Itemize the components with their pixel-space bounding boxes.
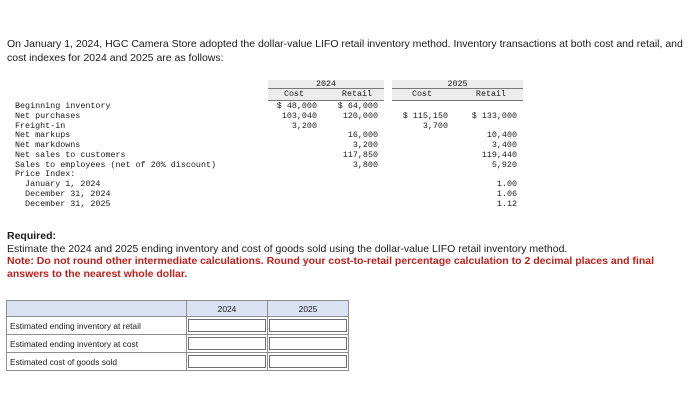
answer-row-label: Estimated ending inventory at cost bbox=[7, 335, 187, 353]
cost-2024-cell: 3,200 bbox=[291, 120, 317, 131]
retail-2024-cell: 120,000 bbox=[342, 110, 378, 121]
year-2025-label: 2025 bbox=[447, 79, 468, 89]
required-section bbox=[7, 230, 693, 280]
cost-2024-cell: $ 48,000 bbox=[276, 101, 317, 111]
row-label: Sales to employees (net of 20% discount) bbox=[15, 159, 217, 170]
row-label: Freight-in bbox=[15, 120, 66, 131]
retail-2025-cell: 10,400 bbox=[486, 130, 517, 141]
table-row bbox=[7, 335, 349, 353]
retail-2025-cell: $ 133,000 bbox=[471, 110, 517, 121]
row-label: Beginning inventory bbox=[15, 101, 111, 111]
retail-2024-cell: 3,800 bbox=[352, 159, 378, 170]
table-row bbox=[7, 317, 349, 335]
cost-2025-cell: 3,700 bbox=[422, 120, 448, 131]
year-2024-label: 2024 bbox=[315, 79, 337, 89]
ending-inventory-cost-2025-input[interactable] bbox=[269, 337, 347, 350]
retail-2024-cell: 3,200 bbox=[352, 140, 378, 150]
retail-2025-cell: 1.00 bbox=[496, 179, 517, 189]
required-text: Estimate the 2024 and 2025 ending inventory and cost of goods sold using the dollar-value LIFO retail inventory method. bbox=[7, 242, 568, 255]
answer-row-label: Estimated ending inventory at retail bbox=[7, 317, 187, 335]
cost-2025-cell: $ 115,150 bbox=[402, 110, 448, 121]
retail-2025-cell: 5,920 bbox=[491, 159, 517, 170]
header-bottom-2025 bbox=[392, 100, 523, 101]
ending-inventory-cost-2024-input[interactable] bbox=[188, 337, 266, 350]
answer-header-2024: 2024 bbox=[187, 301, 268, 317]
retail-2024-header: Retail bbox=[341, 89, 373, 99]
required-heading: Required: bbox=[7, 230, 57, 242]
table-row bbox=[7, 353, 349, 371]
retail-2025-cell: 1.12 bbox=[496, 198, 517, 209]
row-label: Price Index: bbox=[15, 169, 76, 180]
retail-2025-header: Retail bbox=[475, 89, 507, 99]
retail-2025-cell: 119,440 bbox=[481, 149, 517, 160]
retail-2024-cell: 117,850 bbox=[342, 149, 378, 160]
row-label: January 1, 2024 bbox=[15, 179, 101, 189]
row-label: Net purchases bbox=[15, 110, 81, 121]
cost-2025-header: Cost bbox=[411, 89, 433, 99]
cost-2024-cell: 103,040 bbox=[281, 110, 317, 121]
answer-header-blank bbox=[7, 301, 187, 317]
retail-2024-cell: 16,000 bbox=[347, 130, 378, 141]
answer-header-2025: 2025 bbox=[268, 301, 349, 317]
cost-of-goods-sold-2025-input[interactable] bbox=[269, 355, 347, 368]
rounding-note: Note: Do not round other intermediate calculations. Round your cost-to-retail percentage calculation to 2 decimal places and final answers to the nearest whole dollar. bbox=[7, 255, 655, 280]
row-label: December 31, 2024 bbox=[15, 188, 111, 199]
row-label: Net sales to customers bbox=[15, 149, 126, 160]
cost-of-goods-sold-2024-input[interactable] bbox=[188, 355, 266, 368]
retail-2025-cell: 1.06 bbox=[496, 188, 517, 199]
problem-intro: On January 1, 2024, HGC Camera Store adopted the dollar-value LIFO retail inventory method. Inventory transactions at both cost and retail, and cost indexes for 2024 and 2025 are as follows: bbox=[7, 38, 683, 64]
retail-2024-cell: $ 64,000 bbox=[337, 101, 378, 111]
answer-row-label: Estimated cost of goods sold bbox=[7, 353, 187, 371]
row-label: Net markups bbox=[15, 130, 71, 141]
cost-2024-header: Cost bbox=[283, 89, 305, 99]
answer-table bbox=[6, 300, 349, 371]
retail-2025-cell: 3,400 bbox=[491, 140, 517, 150]
ending-inventory-retail-2024-input[interactable] bbox=[188, 319, 266, 332]
row-label: December 31, 2025 bbox=[15, 198, 111, 209]
ending-inventory-retail-2025-input[interactable] bbox=[269, 319, 347, 332]
row-label: Net markdowns bbox=[15, 140, 81, 150]
